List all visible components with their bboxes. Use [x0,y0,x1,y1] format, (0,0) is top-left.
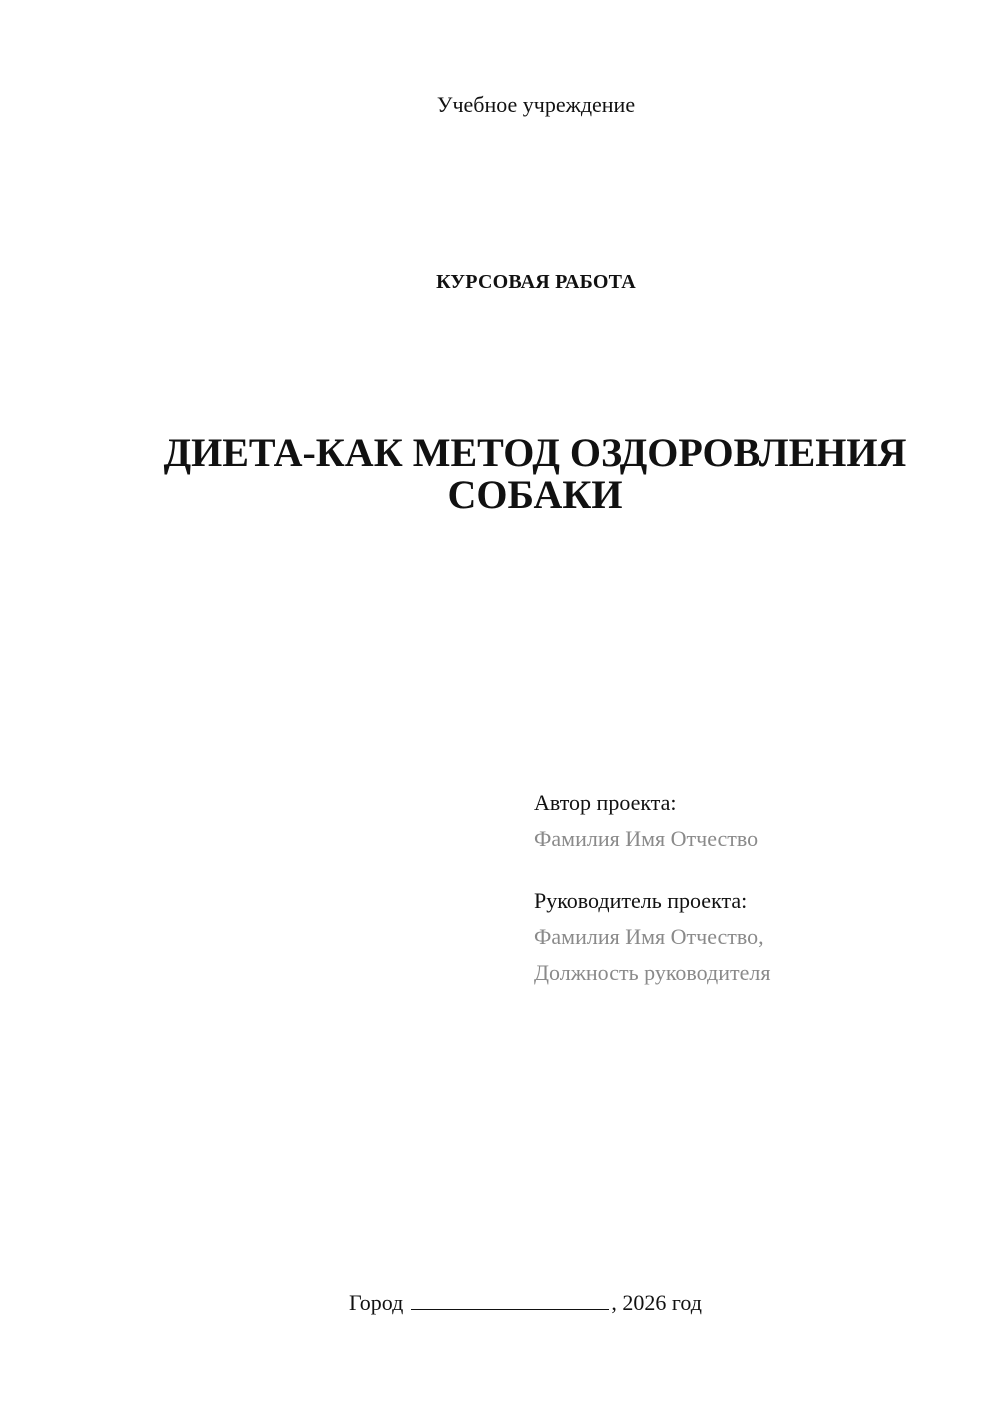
city-blank-line [411,1287,609,1310]
supervisor-label: Руководитель проекта: [534,888,748,913]
document-title [100,432,970,516]
authors-spacer [534,857,974,883]
supervisor-position: Должность руководителя [534,960,771,985]
author-label: Автор проекта: [534,790,677,815]
authors-block [534,785,974,991]
city-year-line [349,1287,702,1319]
city-label: Город [349,1290,404,1315]
supervisor-name: Фамилия Имя Отчество, [534,924,764,949]
work-type-heading: КУРСОВАЯ РАБОТА [436,271,636,293]
author-name: Фамилия Имя Отчество [534,826,759,851]
year-text: , 2026 год [611,1290,702,1315]
institution-name: Учебное учреждение [436,92,636,117]
document-title-line-2: СОБАКИ [447,472,623,517]
document-title-line-1: ДИЕТА-КАК МЕТОД ОЗДОРОВЛЕНИЯ [163,430,907,475]
